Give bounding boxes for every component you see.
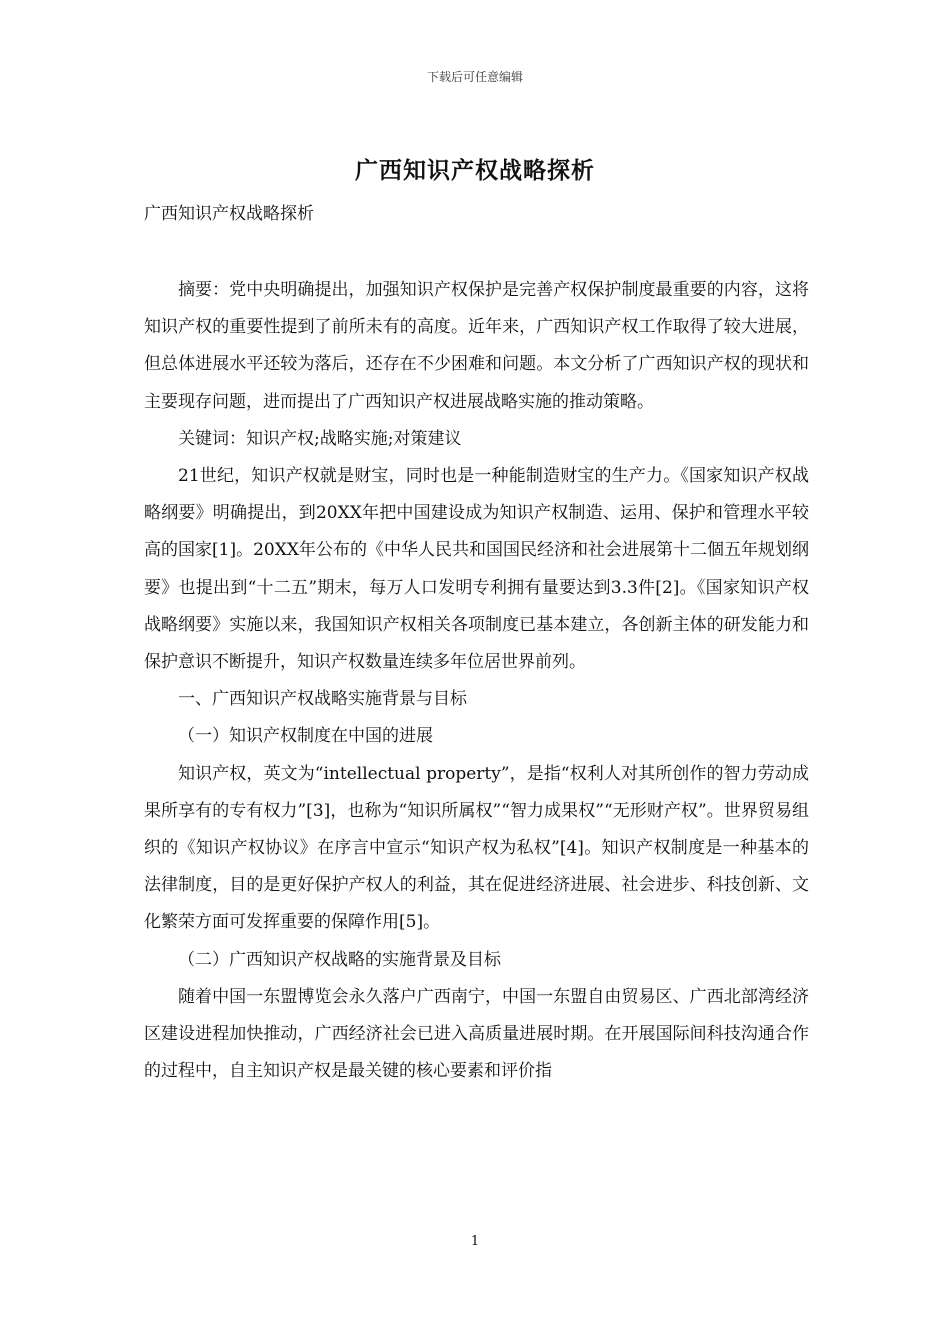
keywords-paragraph: 关键词：知识产权;战略实施;对策建议	[178, 428, 462, 449]
page-number: 1	[470, 1234, 480, 1249]
document-subtitle: 广西知识产权战略探析	[144, 204, 314, 224]
abstract-paragraph: 摘要：党中央明确提出，加强知识产权保护是完善产权保护制度最重要的内容，这将知识产权的重要性提到了前所未有的高度。近年来，广西知识产权工作取得了较大进展，但总体进展水平还较为落后，还存在不少困难和问题。本文分析了广西知识产权的现状和主要现存问题，进而提出了广西知识产权进展战略实施的推动策略。	[144, 280, 809, 412]
subsection-heading: （一）知识产权制度在中国的进展	[178, 726, 433, 747]
document-body	[144, 198, 809, 1090]
section-heading: 一、广西知识产权战略实施背景与目标	[178, 689, 467, 710]
body-paragraph: 随着中国一东盟博览会永久落户广西南宁，中国一东盟自由贸易区、广西北部湾经济区建设进程加快推动，广西经济社会已进入高质量进展时期。在开展国际间科技沟通合作的过程中，自主知识产权是最关键的核心要素和评价指	[144, 986, 809, 1082]
page-header-note: 下载后可任意编辑	[426, 70, 523, 84]
blank-line	[144, 230, 809, 272]
document-title: 广西知识产权战略探析	[355, 157, 595, 184]
body-paragraph: 知识产权，英文为“intellectual property”，是指“权利人对其所创作的智力劳动成果所享有的专有权力”[3]，也称为“知识所属权”“智力成果权”“无形财产权”。世界贸易组织的《知识产权协议》在序言中宣示“知识产权为私权”[4]。知识产权制度是一种基本的法律制度，目的是更好保护产权人的利益，其在促进经济进展、社会进步、科技创新、文化繁荣方面可发挥重要的保障作用[5]。	[144, 763, 809, 933]
subsection-heading: （二）广西知识产权战略的实施背景及目标	[178, 949, 501, 970]
intro-paragraph: 21世纪，知识产权就是财宝，同时也是一种能制造财宝的生产力。《国家知识产权战略纲要》明确提出，到20XX年把中国建设成为知识产权制造、运用、保护和管理水平较高的国家[1]。20XX年公布的《中华人民共和国国民经济和社会进展第十二個五年规划纲要》也提出到“十二五”期末，每万人口发明专利拥有量要达到3.3件[2]。《国家知识产权战略纲要》实施以来，我国知识产权相关各项制度已基本建立，各创新主体的研发能力和保护意识不断提升，知识产权数量连续多年位居世界前列。	[144, 466, 809, 673]
